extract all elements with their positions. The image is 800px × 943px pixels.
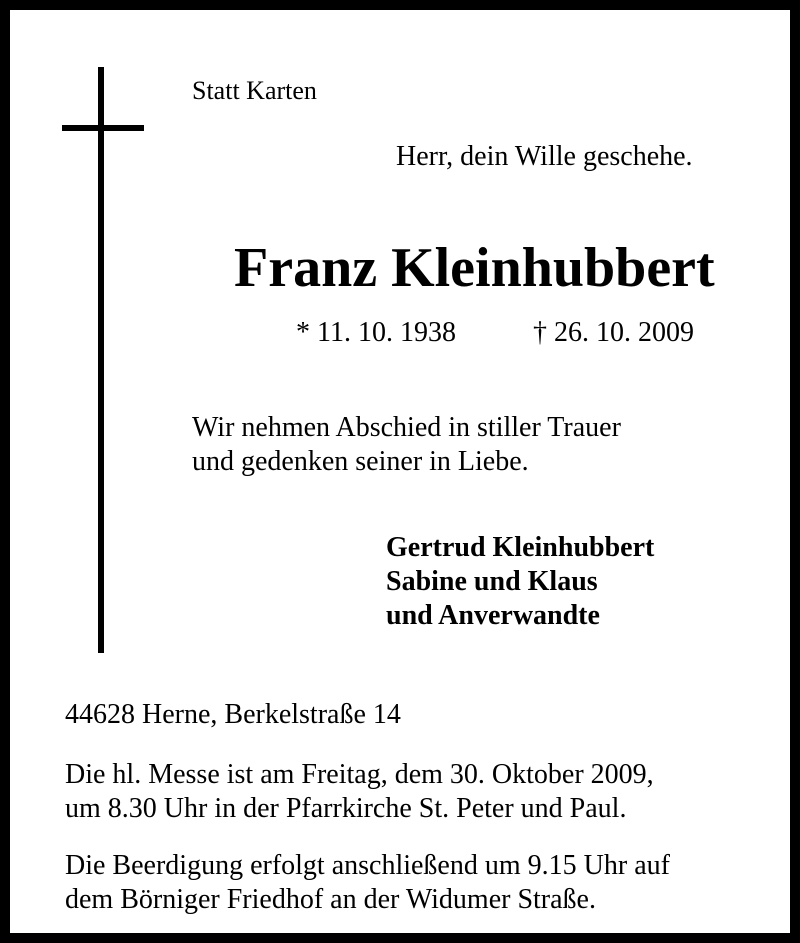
mass-line: um 8.30 Uhr in der Pfarrkirche St. Peter und Paul. bbox=[65, 793, 627, 825]
burial-line: dem Börniger Friedhof an der Widumer Straße. bbox=[65, 884, 596, 916]
motto-text: Herr, dein Wille geschehe. bbox=[396, 141, 693, 172]
farewell-line: Wir nehmen Abschied in stiller Trauer bbox=[192, 412, 621, 443]
burial-line: Die Beerdigung erfolgt anschließend um 9.15 Uhr auf bbox=[65, 850, 670, 881]
mourners-list bbox=[386, 531, 654, 633]
death-date: † 26. 10. 2009 bbox=[533, 317, 694, 348]
deceased-name: Franz Kleinhubbert bbox=[234, 237, 715, 299]
mourner-name: Sabine und Klaus bbox=[386, 566, 598, 598]
burial-info bbox=[65, 849, 670, 917]
mourner-name: Gertrud Kleinhubbert bbox=[386, 532, 655, 563]
mass-line: Die hl. Messe ist am Freitag, dem 30. Oktober 2009, bbox=[65, 759, 654, 790]
mourner-name: und Anverwandte bbox=[386, 600, 600, 632]
header-statt-karten: Statt Karten bbox=[192, 76, 317, 105]
farewell-line: und gedenken seiner in Liebe. bbox=[192, 446, 529, 478]
farewell-message bbox=[192, 411, 621, 479]
cross-vertical-bar bbox=[98, 67, 104, 653]
birth-date: * 11. 10. 1938 bbox=[296, 317, 456, 348]
mass-info bbox=[65, 758, 654, 826]
address-text: 44628 Herne, Berkelstraße 14 bbox=[65, 699, 401, 730]
cross-horizontal-bar bbox=[62, 125, 144, 131]
